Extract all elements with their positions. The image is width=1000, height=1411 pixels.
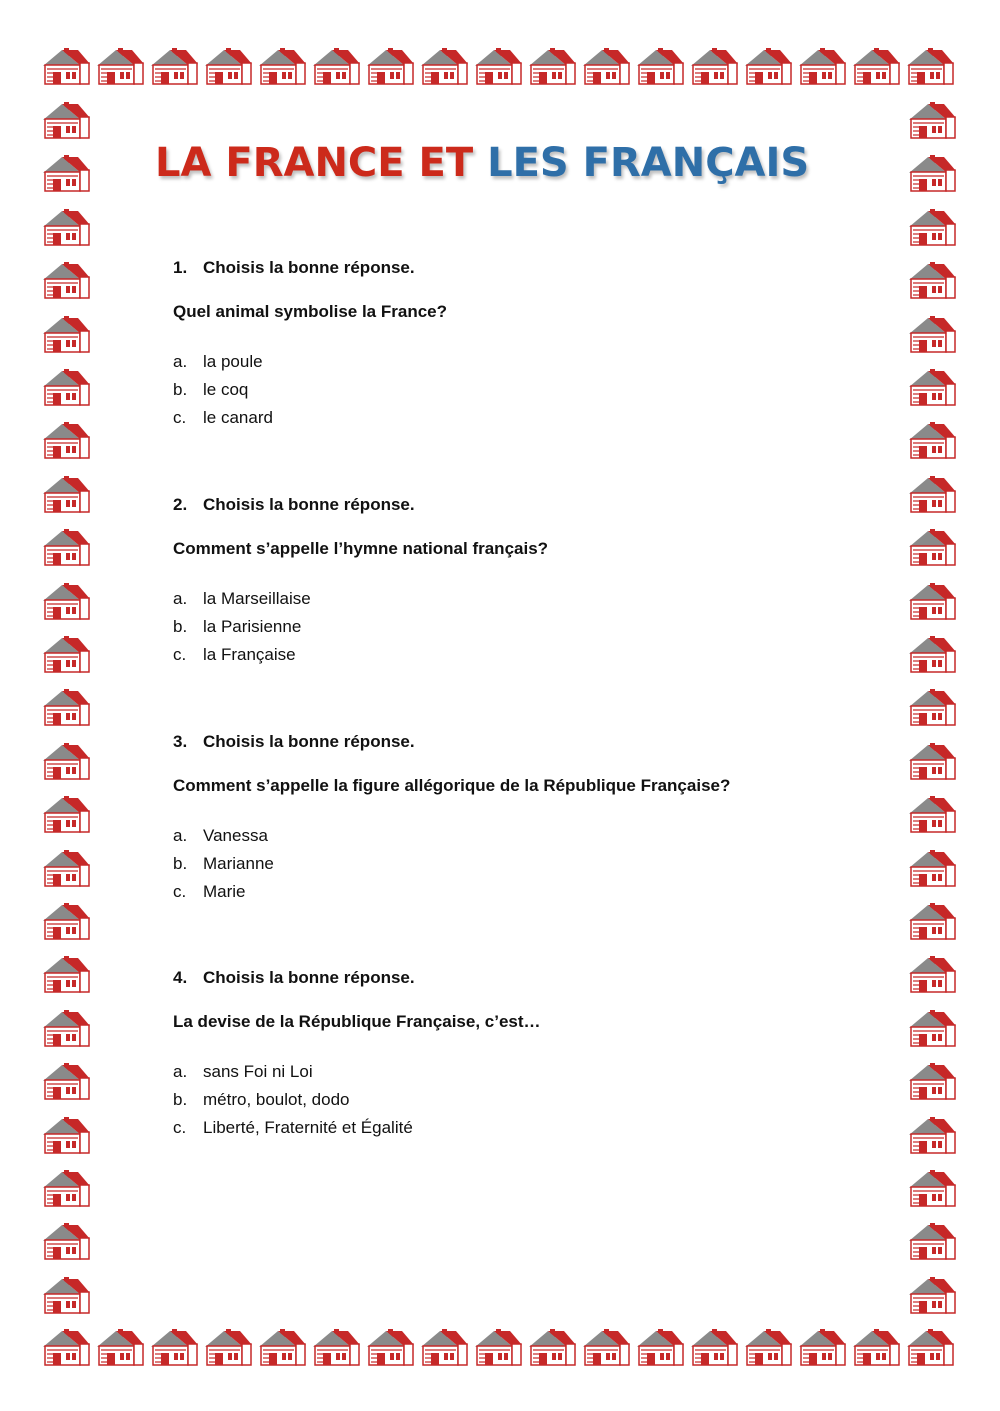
option-text: Liberté, Fraternité et Égalité xyxy=(203,1118,413,1137)
house-icon xyxy=(256,1327,308,1367)
answer-option[interactable] xyxy=(173,1114,873,1142)
house-icon xyxy=(906,1168,958,1208)
house-icon xyxy=(40,260,92,300)
question-number: 4. xyxy=(173,968,188,987)
question-3 xyxy=(173,732,873,906)
option-text: métro, boulot, dodo xyxy=(203,1090,350,1109)
house-icon xyxy=(418,46,470,86)
house-icon xyxy=(906,1115,958,1155)
house-icon xyxy=(906,954,958,994)
house-icon xyxy=(906,420,958,460)
house-icon xyxy=(40,207,92,247)
house-icon xyxy=(688,46,740,86)
house-icon xyxy=(634,46,686,86)
house-icon xyxy=(906,581,958,621)
option-text: Vanessa xyxy=(203,826,268,845)
house-icon xyxy=(40,153,92,193)
house-icon xyxy=(40,794,92,834)
house-icon xyxy=(906,687,958,727)
house-icon xyxy=(906,1275,958,1315)
question-text: La devise de la République Française, c’est… xyxy=(173,1012,541,1031)
house-icon xyxy=(742,46,794,86)
answer-option[interactable] xyxy=(173,613,873,641)
question-text: Comment s’appelle l’hymne national français? xyxy=(173,539,549,558)
answer-options xyxy=(173,585,873,669)
answer-option[interactable] xyxy=(173,878,873,906)
house-icon xyxy=(364,1327,416,1367)
house-icon xyxy=(202,1327,254,1367)
question-2 xyxy=(173,495,873,669)
question-text: Quel animal symbolise la France? xyxy=(173,302,447,321)
house-icon xyxy=(40,527,92,567)
option-text: la Parisienne xyxy=(203,617,302,636)
house-icon xyxy=(40,1327,92,1367)
question-number: 2. xyxy=(173,495,188,514)
option-text: la Française xyxy=(203,645,296,664)
house-icon xyxy=(40,687,92,727)
house-icon xyxy=(906,1008,958,1048)
answer-option[interactable] xyxy=(173,585,873,613)
house-icon xyxy=(906,527,958,567)
instruction-text: Choisis la bonne réponse. xyxy=(203,495,415,514)
house-icon xyxy=(310,46,362,86)
house-icon xyxy=(526,1327,578,1367)
house-icon xyxy=(364,46,416,86)
answer-options xyxy=(173,822,873,906)
house-icon xyxy=(906,207,958,247)
house-icon xyxy=(906,474,958,514)
option-text: le coq xyxy=(203,380,249,399)
house-icon xyxy=(904,46,956,86)
question-instruction xyxy=(173,732,873,756)
house-icon xyxy=(40,634,92,674)
answer-option[interactable] xyxy=(173,1058,873,1086)
house-icon xyxy=(40,1061,92,1101)
house-icon xyxy=(906,260,958,300)
option-text: le canard xyxy=(203,408,273,427)
house-icon xyxy=(580,46,632,86)
house-icon xyxy=(688,1327,740,1367)
option-letter: b. xyxy=(173,854,188,873)
house-icon xyxy=(906,794,958,834)
house-icon xyxy=(472,46,524,86)
answer-options xyxy=(173,1058,873,1142)
question-instruction xyxy=(173,258,873,282)
house-icon xyxy=(40,314,92,354)
house-icon xyxy=(906,848,958,888)
option-letter: b. xyxy=(173,380,188,399)
title-part-blue: LES FRANÇAIS xyxy=(487,140,810,186)
answer-options xyxy=(173,348,873,432)
answer-option[interactable] xyxy=(173,1086,873,1114)
answer-option[interactable] xyxy=(173,822,873,850)
house-icon xyxy=(40,46,92,86)
answer-option[interactable] xyxy=(173,348,873,376)
house-icon xyxy=(906,314,958,354)
option-letter: a. xyxy=(173,352,188,371)
house-icon xyxy=(906,1221,958,1261)
house-icon xyxy=(40,1168,92,1208)
instruction-text: Choisis la bonne réponse. xyxy=(203,258,415,277)
title-part-red: LA FRANCE ET xyxy=(155,140,474,186)
answer-option[interactable] xyxy=(173,850,873,878)
page-title xyxy=(155,140,809,186)
house-icon xyxy=(94,46,146,86)
house-icon xyxy=(40,954,92,994)
house-icon xyxy=(256,46,308,86)
house-icon xyxy=(310,1327,362,1367)
house-icon xyxy=(742,1327,794,1367)
option-text: sans Foi ni Loi xyxy=(203,1062,313,1081)
option-letter: a. xyxy=(173,589,188,608)
option-text: Marianne xyxy=(203,854,274,873)
house-icon xyxy=(906,634,958,674)
house-icon xyxy=(906,1061,958,1101)
answer-option[interactable] xyxy=(173,376,873,404)
option-letter: c. xyxy=(173,645,187,664)
option-letter: a. xyxy=(173,1062,188,1081)
house-icon xyxy=(40,741,92,781)
house-icon xyxy=(850,46,902,86)
house-icon xyxy=(202,46,254,86)
house-icon xyxy=(906,741,958,781)
house-icon xyxy=(796,46,848,86)
question-number: 1. xyxy=(173,258,188,277)
house-icon xyxy=(40,100,92,140)
option-letter: b. xyxy=(173,1090,188,1109)
house-icon xyxy=(40,367,92,407)
instruction-text: Choisis la bonne réponse. xyxy=(203,968,415,987)
house-icon xyxy=(796,1327,848,1367)
house-icon xyxy=(40,1221,92,1261)
option-letter: c. xyxy=(173,1118,187,1137)
house-icon xyxy=(40,901,92,941)
house-icon xyxy=(40,474,92,514)
house-icon xyxy=(148,1327,200,1367)
house-icon xyxy=(418,1327,470,1367)
house-icon xyxy=(634,1327,686,1367)
house-icon xyxy=(526,46,578,86)
house-icon xyxy=(906,100,958,140)
house-icon xyxy=(906,367,958,407)
question-4 xyxy=(173,968,873,1142)
option-text: Marie xyxy=(203,882,246,901)
option-letter: a. xyxy=(173,826,188,845)
option-letter: c. xyxy=(173,882,187,901)
answer-option[interactable] xyxy=(173,404,873,432)
option-text: la Marseillaise xyxy=(203,589,311,608)
house-icon xyxy=(904,1327,956,1367)
question-number: 3. xyxy=(173,732,188,751)
house-icon xyxy=(40,1115,92,1155)
question-text: Comment s’appelle la figure allégorique de la République Française? xyxy=(173,776,731,795)
house-icon xyxy=(472,1327,524,1367)
house-icon xyxy=(40,1008,92,1048)
question-instruction xyxy=(173,968,873,992)
answer-option[interactable] xyxy=(173,641,873,669)
house-icon xyxy=(40,1275,92,1315)
house-icon xyxy=(40,420,92,460)
house-icon xyxy=(148,46,200,86)
question-instruction xyxy=(173,495,873,519)
house-icon xyxy=(40,581,92,621)
instruction-text: Choisis la bonne réponse. xyxy=(203,732,415,751)
house-icon xyxy=(906,901,958,941)
option-text: la poule xyxy=(203,352,263,371)
option-letter: b. xyxy=(173,617,188,636)
house-icon xyxy=(580,1327,632,1367)
house-icon xyxy=(850,1327,902,1367)
question-1 xyxy=(173,258,873,432)
house-icon xyxy=(94,1327,146,1367)
house-icon xyxy=(40,848,92,888)
option-letter: c. xyxy=(173,408,187,427)
house-icon xyxy=(906,153,958,193)
